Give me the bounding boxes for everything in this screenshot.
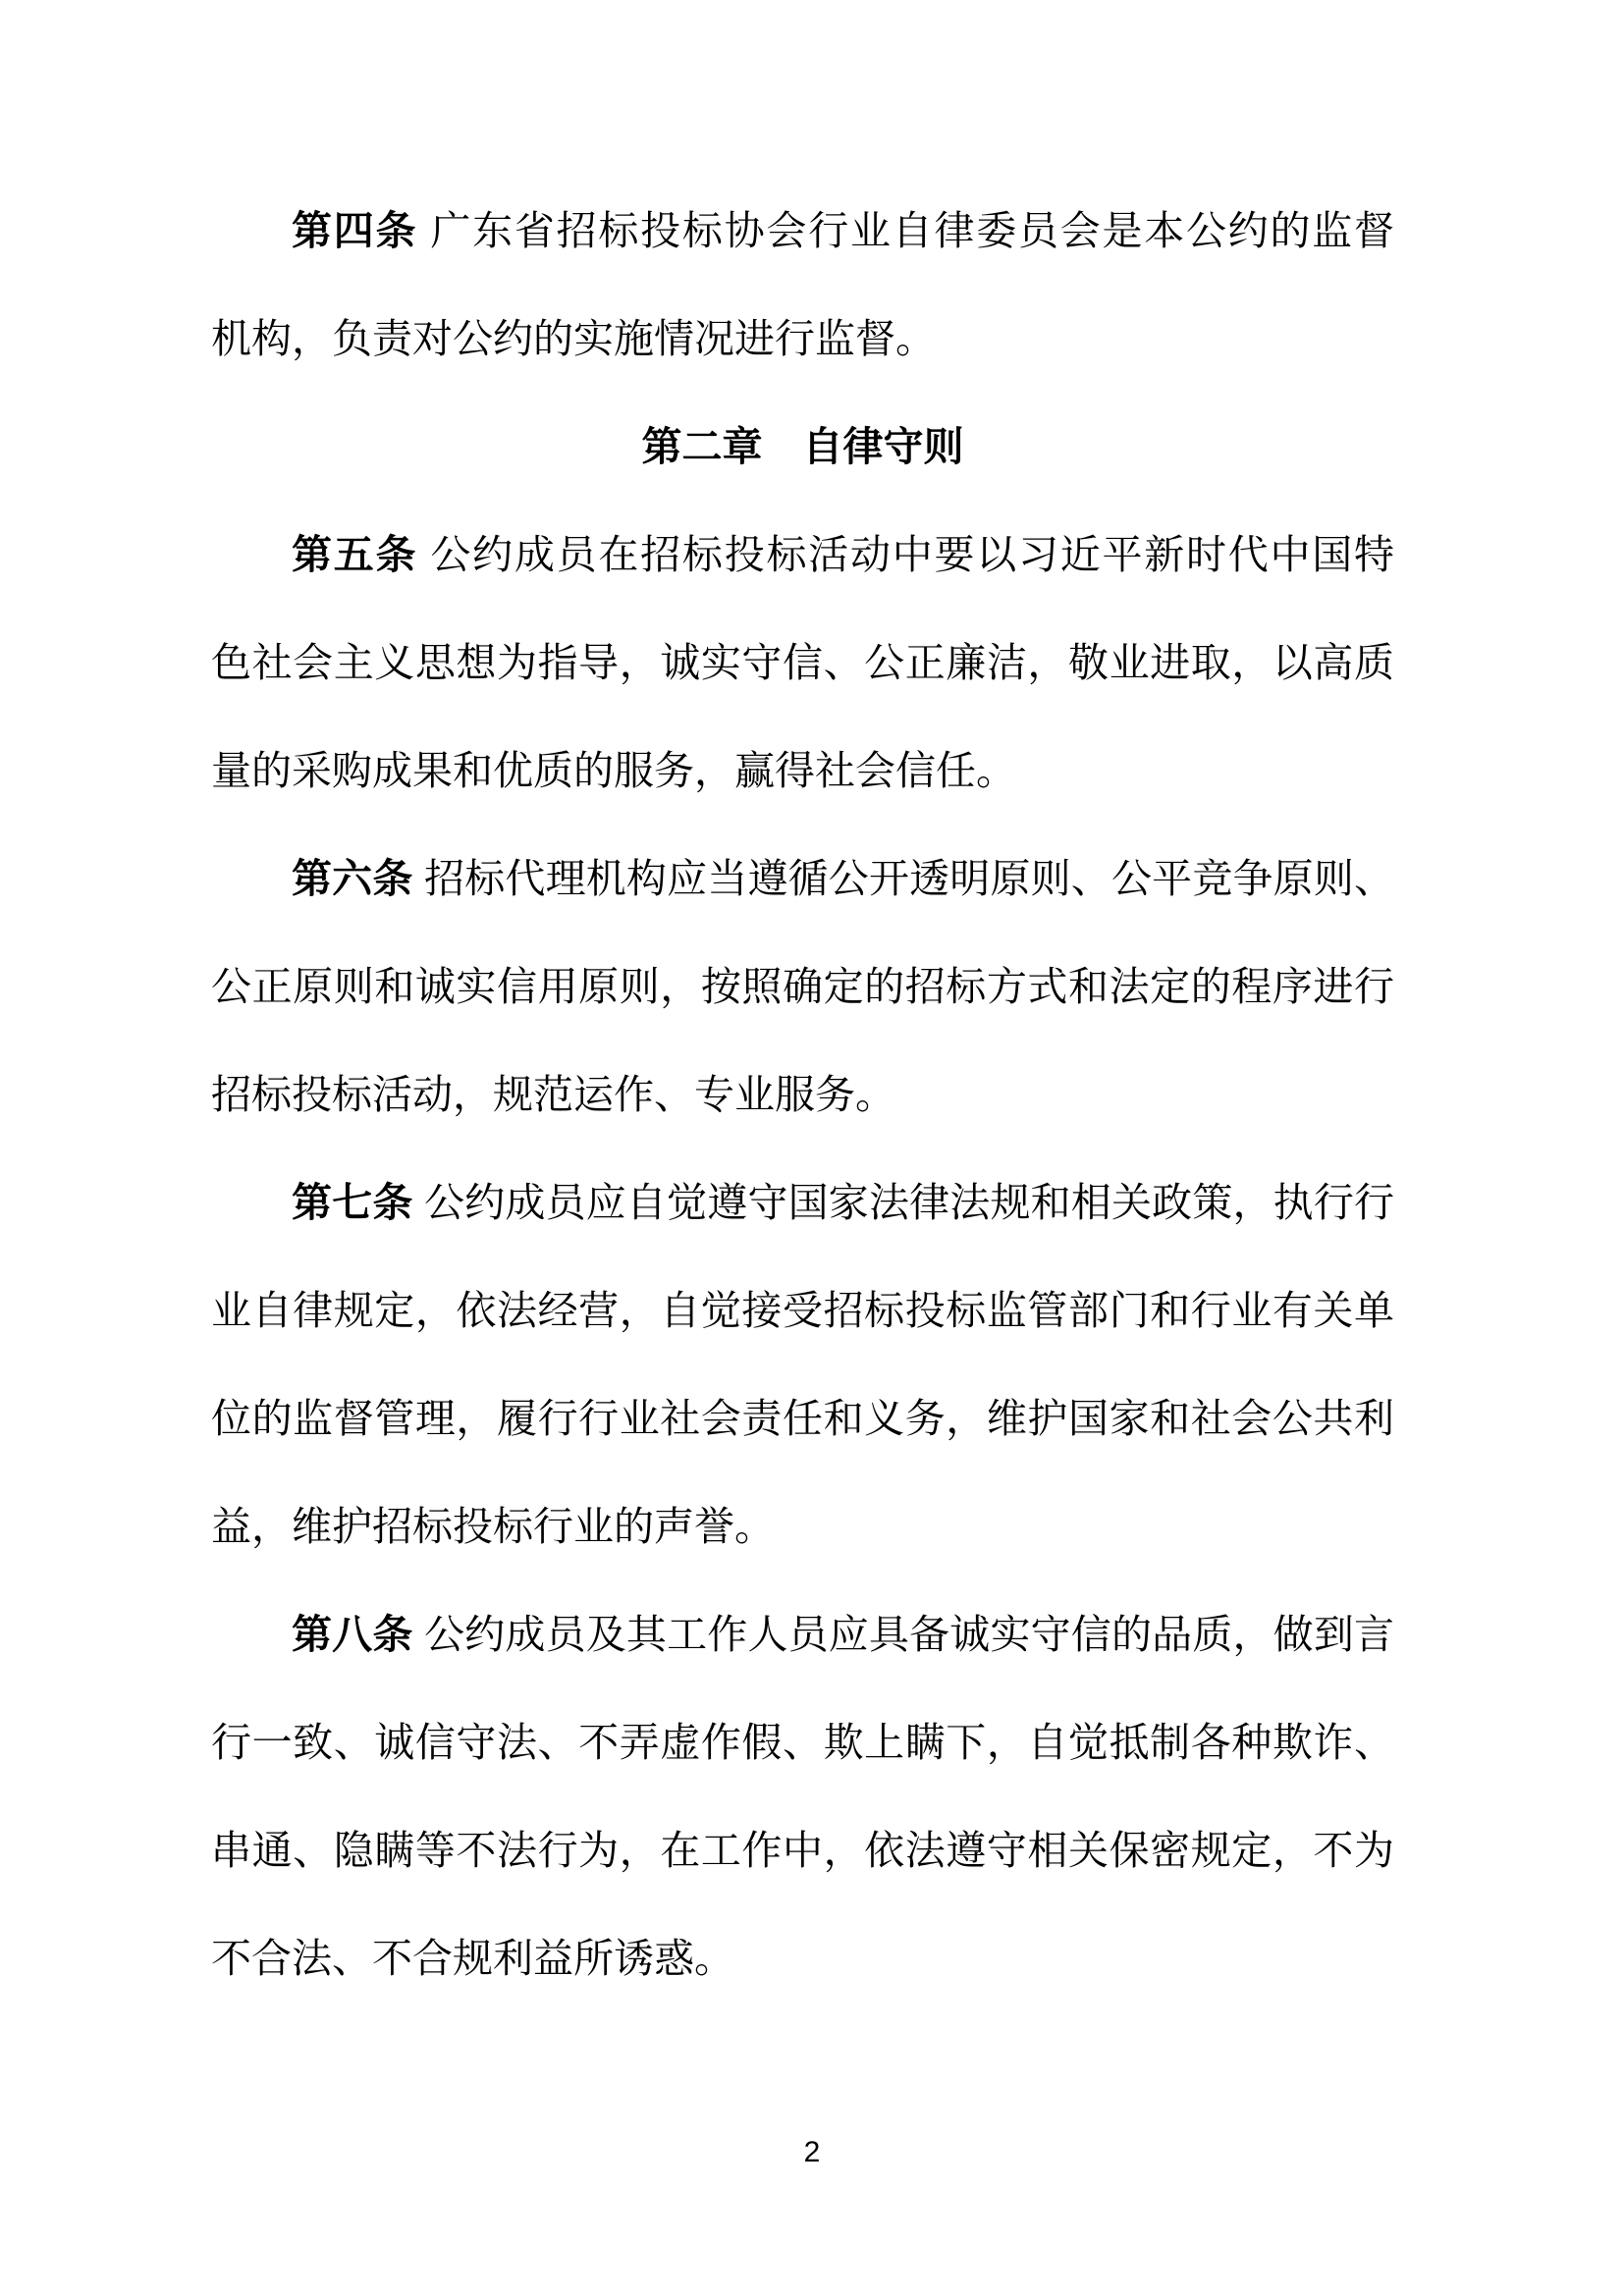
text-line: 第四条 广东省招标投标协会行业自律委员会是本公约的监督 (292, 208, 1395, 253)
text-line: 色社会主义思想为指导，诚实守信、公正廉洁，敬业进取，以高质 (211, 640, 1394, 685)
text-line: 第五条 公约成员在招标投标活动中要以习近平新时代中国特 (292, 532, 1395, 577)
document-body (211, 177, 1394, 2012)
text-line: 不合法、不合规利益所诱惑。 (211, 1936, 734, 1981)
text-line: 位的监督管理，履行行业社会责任和义务，维护国家和社会公共利 (211, 1396, 1394, 1441)
text-line: 第七条 公约成员应自觉遵守国家法律法规和相关政策，执行行 (292, 1180, 1395, 1225)
article-number: 第六条 (292, 856, 413, 901)
text-line: 第六条 招标代理机构应当遵循公开透明原则、公平竞争原则、 (292, 856, 1395, 901)
article-number: 第八条 (292, 1612, 413, 1657)
text-line: 串通、隐瞒等不法行为，在工作中，依法遵守相关保密规定，不为 (211, 1828, 1394, 1873)
text-line: 机构，负责对公约的实施情况进行监督。 (211, 316, 936, 361)
text-line: 益，维护招标投标行业的声誉。 (211, 1504, 775, 1549)
text-line: 公正原则和诚实信用原则，按照确定的招标方式和法定的程序进行 (211, 964, 1394, 1009)
text-line: 行一致、诚信守法、不弄虚作假、欺上瞒下，自觉抵制各种欺诈、 (211, 1720, 1394, 1765)
chapter-heading: 第二章 自律守则 (641, 424, 964, 469)
text-line: 第八条 公约成员及其工作人员应具备诚实守信的品质，做到言 (292, 1612, 1395, 1657)
article-number: 第七条 (292, 1180, 413, 1225)
text-line: 业自律规定，依法经营，自觉接受招标投标监管部门和行业有关单 (211, 1288, 1394, 1333)
article-number: 第五条 (292, 532, 418, 577)
page-number: 2 (803, 2136, 821, 2168)
text-line: 量的采购成果和优质的服务，赢得社会信任。 (211, 748, 1016, 793)
text-line: 招标投标活动，规范运作、专业服务。 (211, 1072, 895, 1117)
article-number: 第四条 (292, 208, 418, 253)
